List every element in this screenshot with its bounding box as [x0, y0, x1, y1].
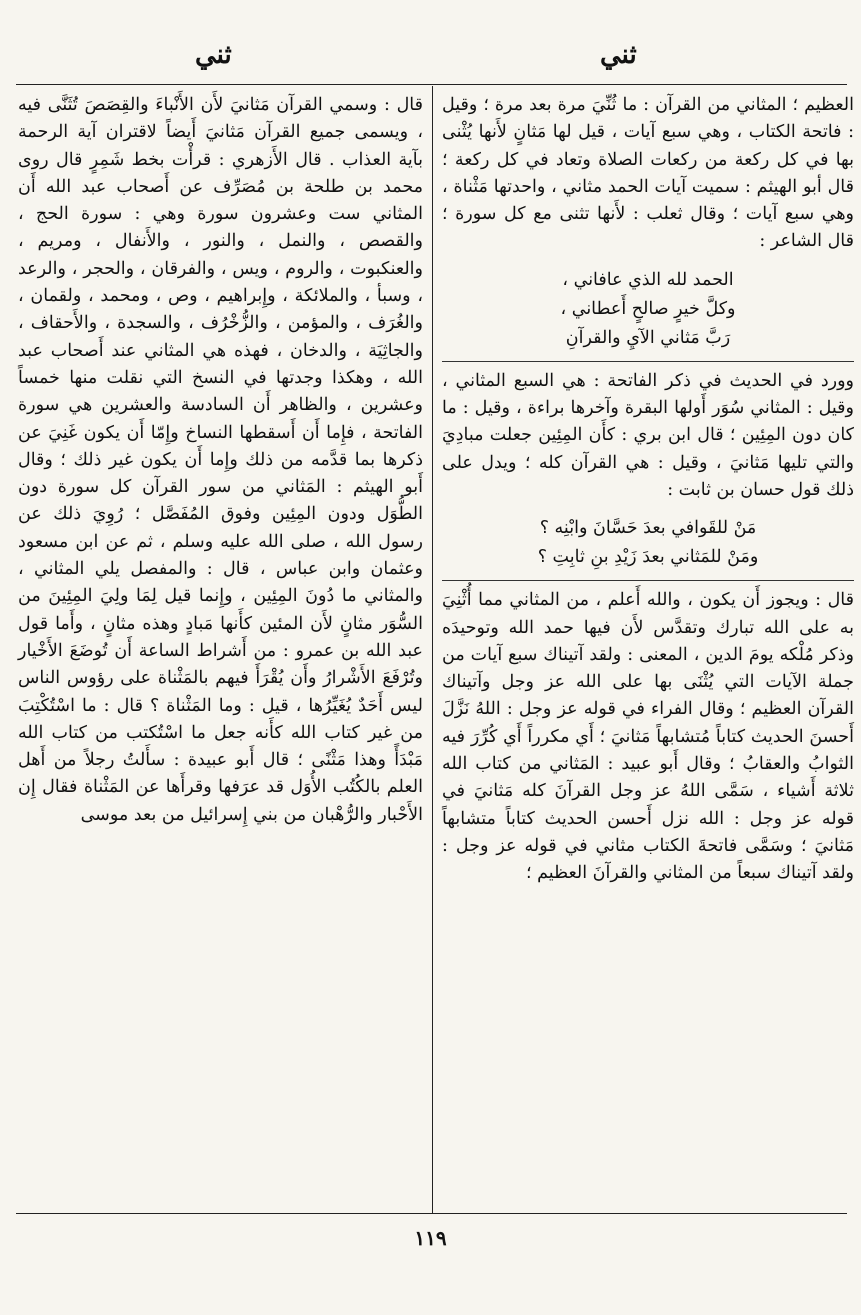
left-paragraph: قال : وسمي القرآن مَثانيَ لأَن الأَنْباءَ والقِصَصَ تُثَنَّى فيه ، ويسمى جميع القرآن مَثانيَ أَيضاً لاقتران آية الرحمة بآية العذاب . قال الأَزهري : قرأْت بخط شَمِرٍ قال روى محمد بن طلحة بن مُصَرِّف عن أَصحاب عبد الله أَن المثاني ست وعشرون سورة وهي : سورة الحج ، والقصص ، والنمل ، والنور ، والأَنفال ، ومريم ، والعنكبوت ، والروم ، ويس ، والفرقان ، والحجر ، والرعد ، وسبأ ، والملائكة ، وإِبراهيم ، وص ، ومحمد ، ولقمان ، والغُرَف ، والمؤمن ، والزُّخْرُف ، والسجدة ، والأَحقاف ، والجاثِيَة ، والدخان ، فهذه هي المثاني عند أَصحاب عبد الله ، وهكذا وجدتها في النسخ التي نقلت منها خمساً وعشرين ، والظاهر أَن السادسة والعشرين هي سورة الفاتحة ، فإِما أَن أَسقطها النساخ وإِمّا أَن يكون غَنِيَ عن ذكرها بما قدَّمه من ذلك وإِما أَن يكون غير ذلك ؛ وقال أَبو الهيثم : المَثاني من سور القرآن كل سورة دون الطُّوَل ودون المِئِين وفوق المُفَصَّل ؛ رُوِيَ ذلك عن رسول الله ، صلى الله عليه وسلم ، ثم عن ابن مسعود وعثمان وابن عباس ، قال : والمفصل يلي المثاني ، والمثاني ما دُونَ المِئِين ، وإِنما قيل لِمَا ولِيَ المِئِينَ من السُّوَر مثانٍ لأَن المئين كأَنها مَبادٍ وهذه مثانٍ ، وأَما قول عبد الله بن عمرو : من أَشراط الساعة أَن تُوضَعَ الأَخْيار وتُرْفَعَ الأَشْرارُ وأَن يُقْرَأَ فيهم بالمَثْناة على رؤوس الناس ليس أَحَدٌ يُغَيِّرُها ، قيل : وما المَثْناة ؟ قال : ما اسْتُكْتِبَ من غير كتاب الله كأَنه جعل ما اسْتُكتب من كتاب الله مَبْدَأً وهذا مَثْنًى ؛ قال أَبو عبيدة : سأَلتُ رجلاً من أَهل العلم بالكُتُب الأُوَل قد عرَفها وقرأَها عن المَثْناة فقال إِن الأَحْبار والرُّهْبان من بني إِسرائيل من بعد موسى	[18, 95, 423, 825]
verse-line: وكلَّ خيرٍ صالحٍ أَعطاني ،	[560, 298, 736, 319]
column-divider	[432, 86, 433, 1213]
section-separator	[442, 580, 854, 581]
page-number: ١١٩	[414, 1226, 447, 1250]
poem-verse-2	[442, 514, 854, 572]
right-paragraph-3: قال : ويجوز أَن يكون ، والله أَعلم ، من المثاني مما أُثْنِيَ به على الله تبارك وتقدَّس لأَن فيها حمد الله وتوحيدَه وذكر مُلْكه يومَ الدين ، المعنى : ولقد آتيناك سبع آيات من جملة الآيات التي يُثْنَى بها على الله عز وجل وآتيناك القرآن العظيم ؛ وقال الفراء في قوله عز وجل : اللهُ نَزَّلَ أَحسنَ الحديث كتاباً مُتشابهاً مَثانيَ ؛ أَي مكرراً أَي كُرِّرَ فيه الثوابُ والعقابُ ؛ وقال أَبو عبيد : المَثاني من كتاب الله ثلاثة أَشياء ، سَمَّى اللهُ عز وجل القرآنَ كله مَثانيَ في قوله عز وجل : الله نزل أَحسن الحديث كتاباً متشابهاً مَثانيَ ؛ وسَمَّى فاتحةَ الكتاب مثاني في قوله عز وجل : ولقد آتيناك سبعاً من المثاني والقرآنَ العظيم ؛	[442, 590, 854, 884]
verse-line: ومَنْ للمَثاني بعدَ زَيْدِ بنِ ثابِتِ ؟	[537, 547, 759, 568]
right-paragraph-2: وورد في الحديث في ذكر الفاتحة : هي السبع المثاني ، وقيل : المثاني سُوَر أَولها البقرة وآخرها براءة ، وقيل : ما كان دون المِئِين ؛ قال ابن بري : كأَن المِئِين جعلت مبادِيَ والتي تليها مَثانيَ ، وقيل : هي القرآن كله ؛ ويدل على ذلك قول حسان بن ثابت :	[442, 370, 854, 500]
header-word-right: ثني	[600, 40, 637, 70]
verse-line: الحمد لله الذي عافاني ،	[562, 269, 734, 290]
header-word-left: ثني	[195, 40, 232, 70]
verse-line: مَنْ للقَوافي بعدَ حَسَّانَ وابْنِه ؟	[539, 518, 757, 539]
right-paragraph-1: العظيم ؛ المثاني من القرآن : ما ثُنِّيَ مرة بعد مرة ؛ وقيل : فاتحة الكتاب ، وهي سبع آيات ، قيل لها مَثانٍ لأَنها يُثْنى بها في كل ركعة من ركعات الصلاة وتعاد في كل ركعة ؛ قال أبو الهيثم : سميت آيات الحمد مثاني ، واحدتها مَثْناة ، وهي سبع آيات ؛ وقال ثعلب : لأَنها تثنى مع كل سورة ؛ قال الشاعر :	[442, 95, 854, 252]
verse-line: رَبَّ مَثاني الآيِ والقرآنِ	[565, 327, 731, 348]
right-column	[442, 92, 854, 888]
bottom-rule	[16, 1213, 847, 1214]
poem-verse-1	[442, 266, 854, 353]
top-rule	[16, 84, 847, 85]
section-separator	[442, 361, 854, 362]
left-column	[18, 92, 423, 829]
